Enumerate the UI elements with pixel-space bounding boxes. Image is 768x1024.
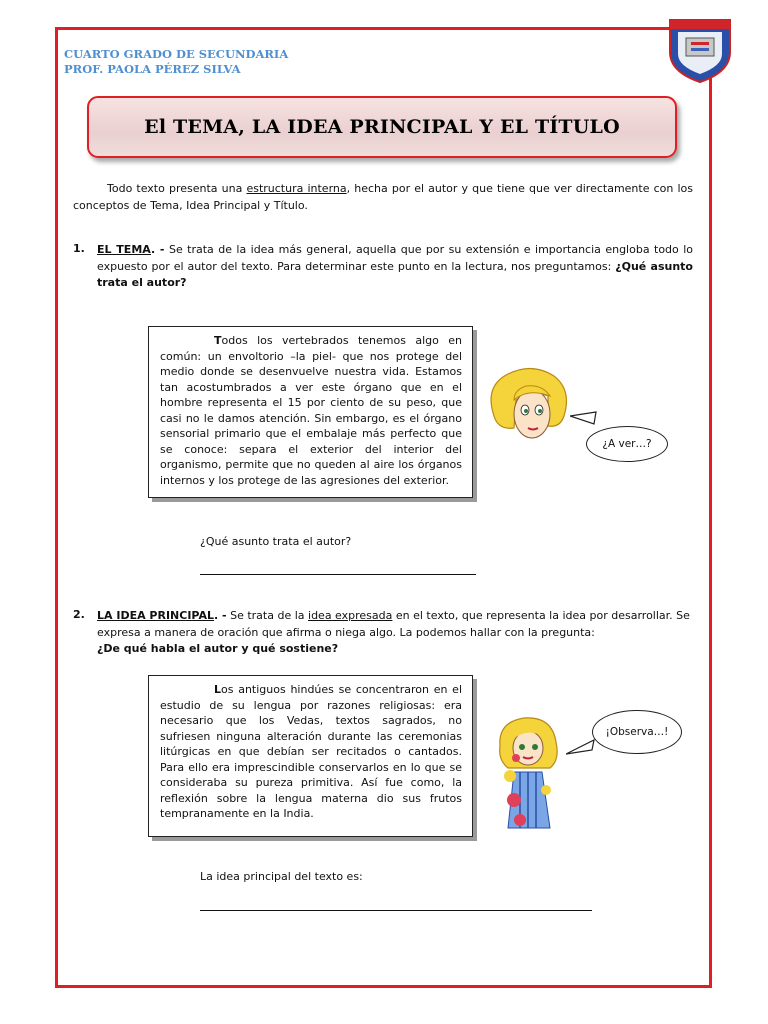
intro-text: Todo texto presenta una	[107, 182, 247, 195]
question-1: ¿Qué asunto trata el autor?	[200, 535, 352, 548]
section2-heading: LA IDEA PRINCIPAL	[97, 609, 215, 622]
section1-text: Se trata de la idea más general, aquella que por su extensión e importancia engloba todo lo expuesto por el autor del texto. Para determinar este punto en la lectura, nos preguntamos:	[97, 243, 693, 273]
drop-letter: T	[214, 334, 222, 347]
answer-line-1[interactable]	[200, 574, 476, 575]
section2-underlined: idea expresada	[308, 609, 393, 622]
reading-box-2	[148, 675, 473, 837]
section2-paragraph	[97, 608, 693, 658]
intro-paragraph	[73, 181, 693, 214]
reading-box-1	[148, 326, 473, 498]
page-title: El TEMA, LA IDEA PRINCIPAL Y EL TÍTULO	[144, 116, 620, 138]
section2-text: Se trata de la	[226, 609, 309, 622]
speech-bubble-2	[592, 710, 682, 754]
reading-text-2: os antiguos hindúes se concentraron en el estudio de su lengua por razones religiosas: era necesario que los Vedas, textos sagrados, no sufriesen ninguna alteración durante las ceremonias litúrgicas en que debían ser recitados o cantados. Para ello era imprescindible conservarlos en lo que se consideraba su pureza primitiva. Así fue como, la reflexión sobre la lengua materna dio sus frutos tempranamente en la India.	[160, 683, 462, 820]
section2-question: ¿De qué habla el autor y qué sostiene?	[97, 642, 339, 655]
question-2: La idea principal del texto es:	[200, 870, 363, 883]
grade-label: CUARTO GRADO DE SECUNDARIA	[64, 47, 289, 61]
section1-number: 1.	[73, 242, 85, 255]
section2-number: 2.	[73, 608, 85, 621]
girl-face-icon	[484, 366, 580, 448]
girl-figure-icon	[494, 716, 564, 834]
section1-question: ¿Qué asunto trata el autor?	[97, 259, 693, 289]
section1-heading: EL TEMA	[97, 243, 151, 256]
section2-dash: . -	[214, 609, 227, 622]
intro-underlined: estructura interna	[246, 182, 347, 195]
page-border	[55, 27, 712, 988]
speech-text-1: ¿A ver…?	[602, 438, 652, 450]
section2-text-end: en el texto, que representa la idea por desarrollar. Se expresa a manera de oración que afirma o niega algo. La podemos hallar con la pregunta:	[97, 609, 690, 639]
reading-text-1: odos los vertebrados tenemos algo en común: un envoltorio –la piel- que nos protege del medio donde se desenvuelve nuestra vida. Estamos tan acostumbrados a ver este órgano que en el hombre representa el 15 por ciento de su peso, que casi no le damos atención. Sin embargo, es el órgano sensorial primario que el embalaje más perfecto que se conoce: separa el exterior del interior del organismo, permite que no queden al aire los órganos internos y los protege de las agresiones del exterior.	[160, 334, 462, 487]
section1-dash: . -	[150, 243, 165, 256]
title-banner	[87, 96, 677, 158]
speech-text-2: ¡Observa…!	[605, 726, 669, 738]
document-header	[64, 47, 288, 77]
answer-line-2[interactable]	[200, 910, 592, 911]
section1-paragraph	[97, 242, 693, 292]
school-crest-icon	[664, 14, 736, 84]
drop-letter-2: L	[214, 683, 222, 696]
intro-text-end: , hecha por el autor y que tiene que ver directamente con los conceptos de Tema, Idea Principal y Título.	[73, 182, 693, 212]
speech-tail-2	[566, 736, 596, 758]
speech-tail-1	[570, 410, 600, 430]
teacher-label: PROF. PAOLA PÉREZ SILVA	[64, 62, 241, 76]
speech-bubble-1	[586, 426, 668, 462]
